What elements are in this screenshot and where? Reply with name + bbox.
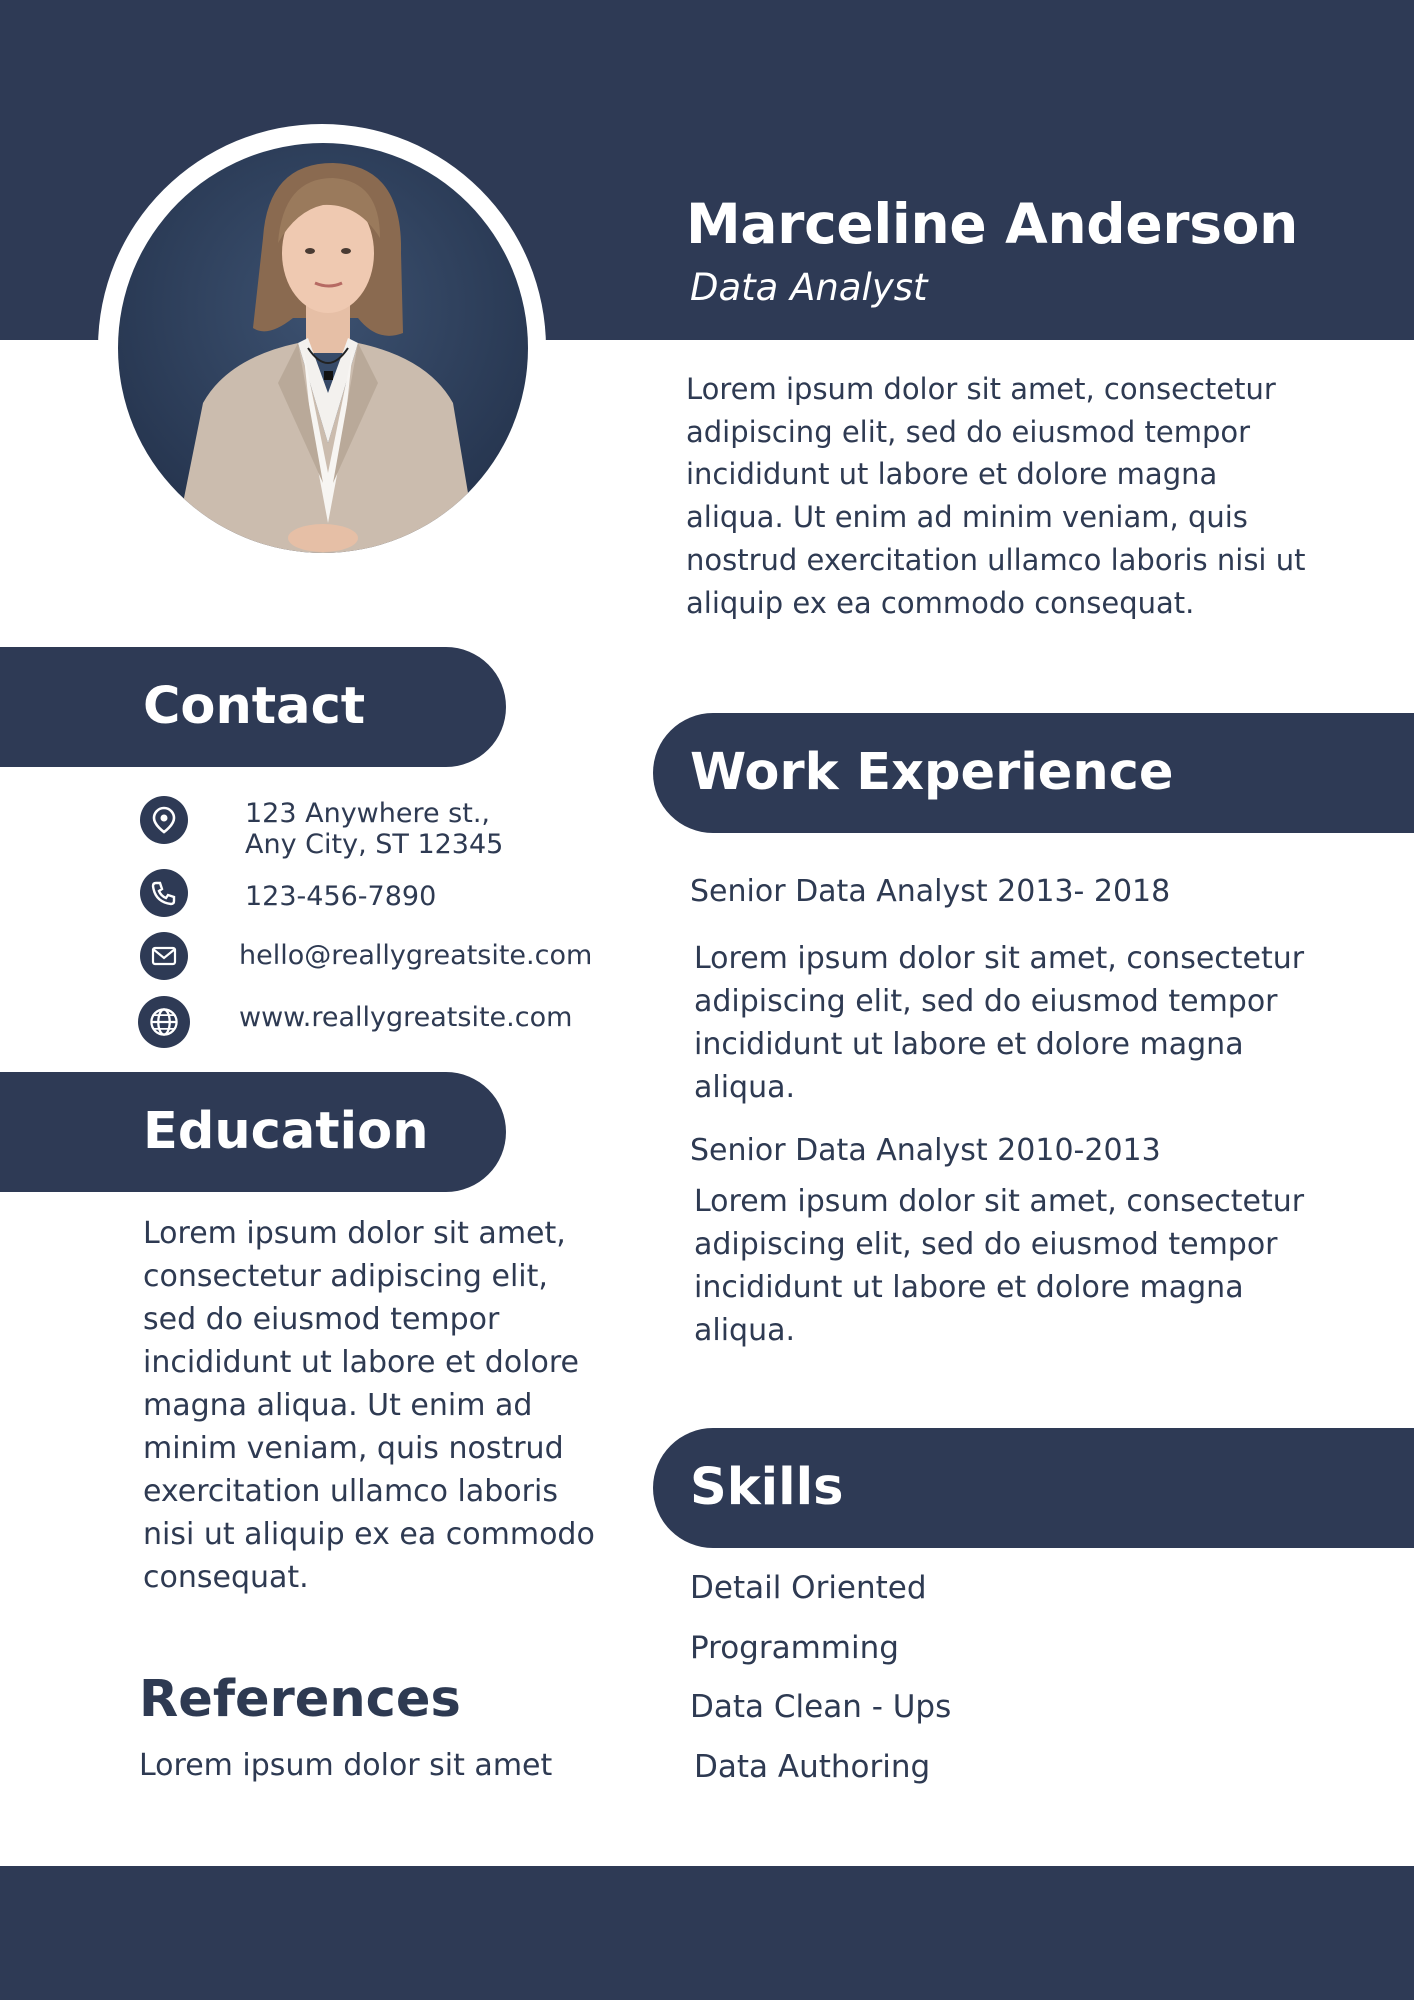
profile-photo xyxy=(118,143,528,553)
education-text: Lorem ipsum dolor sit amet, consectetur adipiscing elit, sed do eiusmod tempor incididunt ut labore et dolore magna aliqua. Ut enim ad minim veniam, quis nostrud exercitation ullamco laboris nisi ut aliquip ex ea commodo consequat. xyxy=(143,1216,595,1595)
skill-item: Data Authoring xyxy=(694,1749,931,1785)
work-experience-heading: Work Experience xyxy=(690,743,1174,802)
phone-icon xyxy=(140,869,188,917)
skill-item: Detail Oriented xyxy=(690,1570,927,1606)
website-url[interactable]: www.reallygreatsite.com xyxy=(239,1002,573,1033)
phone-number[interactable]: 123-456-7890 xyxy=(245,881,437,912)
references-heading: References xyxy=(139,1670,461,1729)
contact-heading: Contact xyxy=(143,677,366,736)
job-entry-description: Lorem ipsum dolor sit amet, consectetur adipiscing elit, sed do eiusmod tempor incididunt ut labore et dolore magna aliqua. xyxy=(694,941,1305,1105)
job-entry-description: Lorem ipsum dolor sit amet, consectetur adipiscing elit, sed do eiusmod tempor incididunt ut labore et dolore magna aliqua. xyxy=(694,1184,1305,1348)
skill-item: Programming xyxy=(690,1630,899,1666)
job-title: Data Analyst xyxy=(690,266,928,309)
skills-section-tab xyxy=(653,1428,1414,1548)
contact-section-tab xyxy=(0,647,506,767)
profile-summary: Lorem ipsum dolor sit amet, consectetur adipiscing elit, sed do eiusmod tempor incididunt ut labore et dolore magna aliqua. Ut enim ad minim veniam, quis nostrud exercitation ullamco laboris nisi ut aliquip ex ea commodo consequat. xyxy=(686,372,1306,620)
address-line-2: Any City, ST 12345 xyxy=(245,829,504,860)
education-section-tab xyxy=(0,1072,506,1192)
skill-item: Data Clean - Ups xyxy=(690,1689,952,1725)
globe-icon xyxy=(138,996,190,1048)
mail-icon xyxy=(140,932,188,980)
education-heading: Education xyxy=(143,1102,429,1161)
person-name: Marceline Anderson xyxy=(686,192,1298,256)
job-entry-title: Senior Data Analyst 2010-2013 xyxy=(690,1133,1161,1168)
footer-band xyxy=(0,1866,1414,2000)
location-pin-icon xyxy=(140,796,188,844)
skills-heading: Skills xyxy=(690,1458,844,1517)
email-address[interactable]: hello@reallygreatsite.com xyxy=(239,940,593,971)
job-entry-title: Senior Data Analyst 2013- 2018 xyxy=(690,874,1171,909)
work-experience-section-tab xyxy=(653,713,1414,833)
address-line-1: 123 Anywhere st., xyxy=(245,798,491,829)
references-text: Lorem ipsum dolor sit amet xyxy=(139,1748,553,1783)
